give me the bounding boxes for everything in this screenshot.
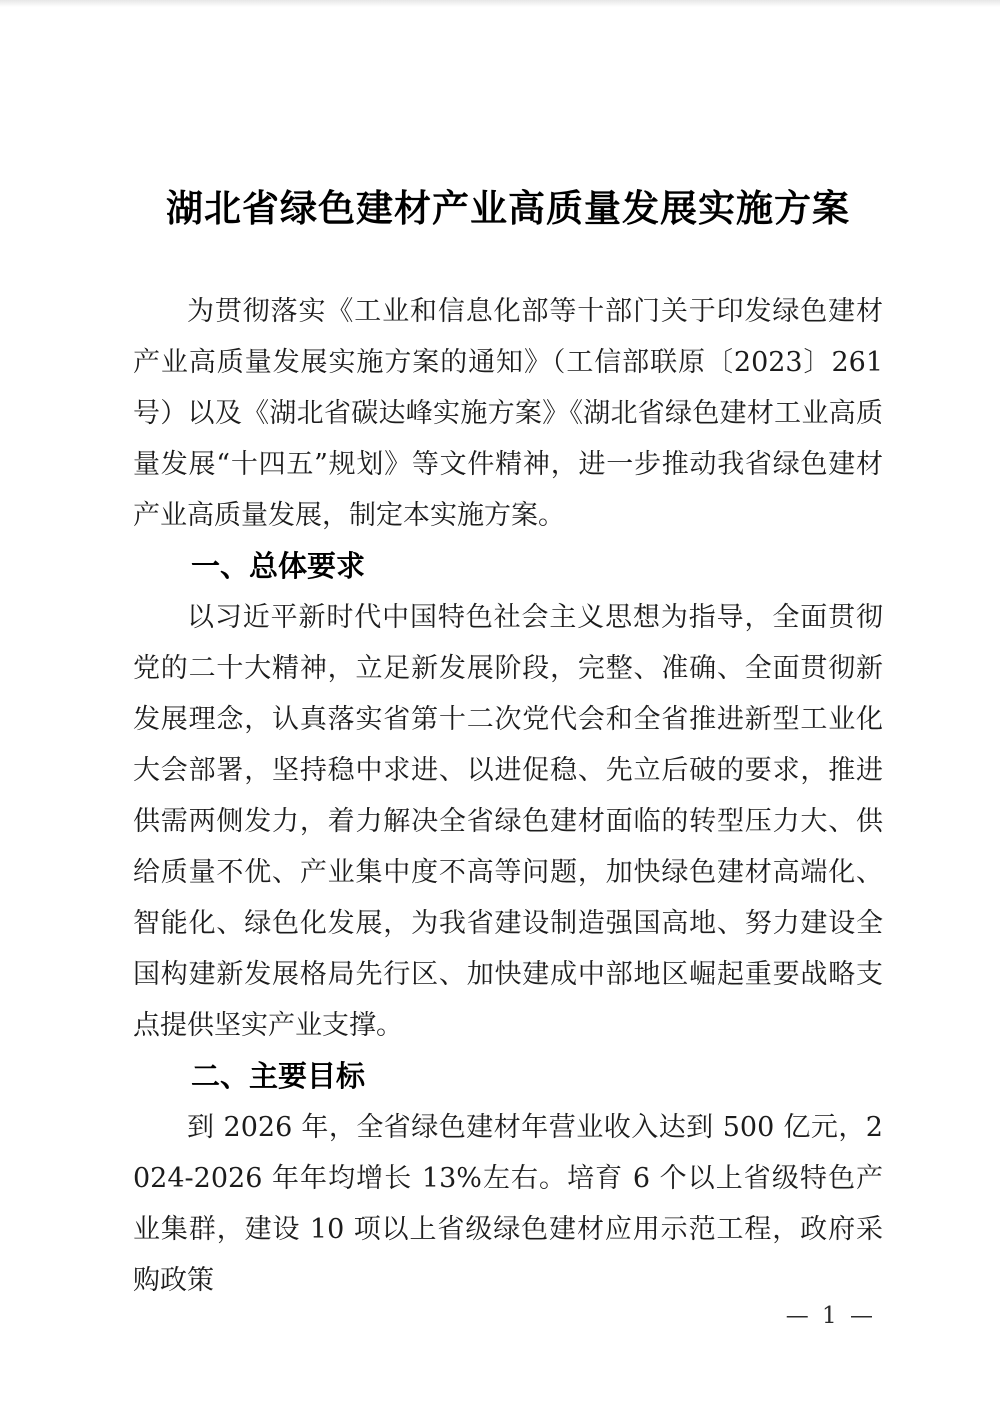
document-title: 湖北省绿色建材产业高质量发展实施方案 [166, 187, 850, 230]
page-number: — 1 — [785, 1303, 876, 1329]
paragraph-overall-requirements: 以习近平新时代中国特色社会主义思想为指导，全面贯彻党的二十大精神，立足新发展阶段，完整、准确、全面贯彻新发展理念，认真落实省第十二次党代会和全省推进新型工业化大会部署，坚持稳中求进、以进促稳、先立后破的要求，推进供需两侧发力，着力解决全省绿色建材面临的转型压力大、供给质量不优、产业集中度不高等问题，加快绿色建材高端化、智能化、绿色化发展，为我省建设制造强国高地、努力建设全国构建新发展格局先行区、加快建成中部地区崛起重要战略支点提供坚实产业支撑。 [133, 602, 883, 1041]
paragraph-intro: 为贯彻落实《工业和信息化部等十部门关于印发绿色建材产业高质量发展实施方案的通知》（工信部联原〔2023〕261 号）以及《湖北省碳达峰实施方案》《湖北省绿色建材工业高质量发展“十四五”规划》等文件精神，进一步推动我省绿色建材产业高质量发展，制定本实施方案。 [133, 296, 883, 531]
section-heading-overall-requirements: 一、总体要求 [191, 549, 366, 583]
scan-top-edge [0, 0, 1000, 7]
section-heading-main-goals: 二、主要目标 [191, 1059, 366, 1093]
document-body [133, 186, 883, 1306]
document-text [133, 286, 883, 1306]
paragraph-main-goals: 到 2026 年，全省绿色建材年营业收入达到 500 亿元，2024-2026 年年均增长 13%左右。培育 6 个以上省级特色产业集群，建设 10 项以上省级绿色建材应用示范工程，政府采购政策 [133, 1112, 883, 1296]
